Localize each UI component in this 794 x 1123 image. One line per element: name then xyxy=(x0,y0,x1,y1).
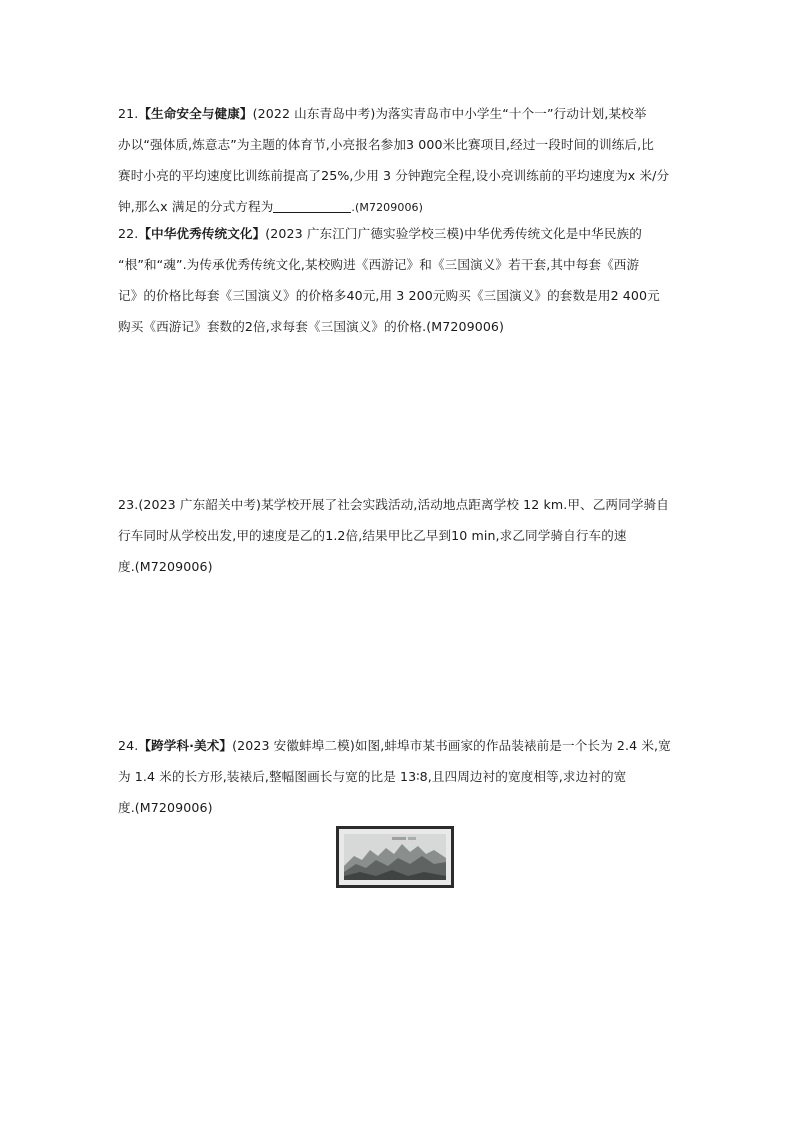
problem-number: 22. xyxy=(118,226,139,241)
problem-tag: 【生命安全与健康】 xyxy=(138,106,253,121)
answer-blank[interactable] xyxy=(273,198,351,213)
problem-tag: 【中华优秀传统文化】 xyxy=(138,226,266,241)
problem-line: “根”和“魂”.为传承优秀传统文化,某校购进《西游记》和《三国演义》若干套,其中每套《西游 xyxy=(118,257,640,272)
problem-text: (2023 安徽蚌埠二模)如图,蚌埠市某书画家的作品装裱前是一个长为 2.4 米,宽 xyxy=(232,738,671,753)
problem-text: 钟,那么x 满足的分式方程为 xyxy=(118,199,274,214)
problem-text: (2022 山东青岛中考)为落实青岛市中小学生“十个一”行动计划,某校举 xyxy=(252,106,647,121)
problem-22 xyxy=(118,218,678,342)
problem-line: 办以“强体质,炼意志”为主题的体育节,小亮报名参加3 000米比赛项目,经过一段时间的训练后,比 xyxy=(118,137,654,152)
problem-number: 21. xyxy=(118,106,139,121)
problem-23 xyxy=(118,489,678,582)
problem-line: 记》的价格比每套《三国演义》的价格多40元,用 3 200元购买《三国演义》的套数是用2 400元 xyxy=(118,288,660,303)
problem-line: 23.(2023 广东韶关中考)某学校开展了社会实践活动,活动地点距离学校 12 km.甲、乙两同学骑自 xyxy=(118,497,669,512)
problem-number: 24. xyxy=(118,738,139,753)
landscape-painting-icon xyxy=(336,826,454,888)
problem-code: .(M7209006) xyxy=(351,201,424,214)
problem-line: 行车同时从学校出发,甲的速度是乙的1.2倍,结果甲比乙早到10 min,求乙同学骑自行车的速 xyxy=(118,528,627,543)
problem-line xyxy=(118,98,678,129)
problem-line: 赛时小亮的平均速度比训练前提高了25%,少用 3 分钟跑完全程,设小亮训练前的平均速度为x 米/分 xyxy=(118,168,670,183)
problem-line: 购买《西游记》套数的2倍,求每套《三国演义》的价格.(M7209006) xyxy=(118,319,505,334)
problem-text: (2023 广东江门广德实验学校三模)中华优秀传统文化是中华民族的 xyxy=(265,226,642,241)
problem-line xyxy=(118,218,678,249)
problem-21 xyxy=(118,98,678,223)
problem-line: 度.(M7209006) xyxy=(118,559,213,574)
problem-line: 为 1.4 米的长方形,装裱后,整幅图画长与宽的比是 13∶8,且四周边衬的宽度相等,求边衬的宽 xyxy=(118,769,627,784)
problem-line xyxy=(118,730,678,761)
problem-24 xyxy=(118,730,678,823)
problem-line: 度.(M7209006) xyxy=(118,800,213,815)
problem-tag: 【跨学科·美术】 xyxy=(138,738,233,753)
